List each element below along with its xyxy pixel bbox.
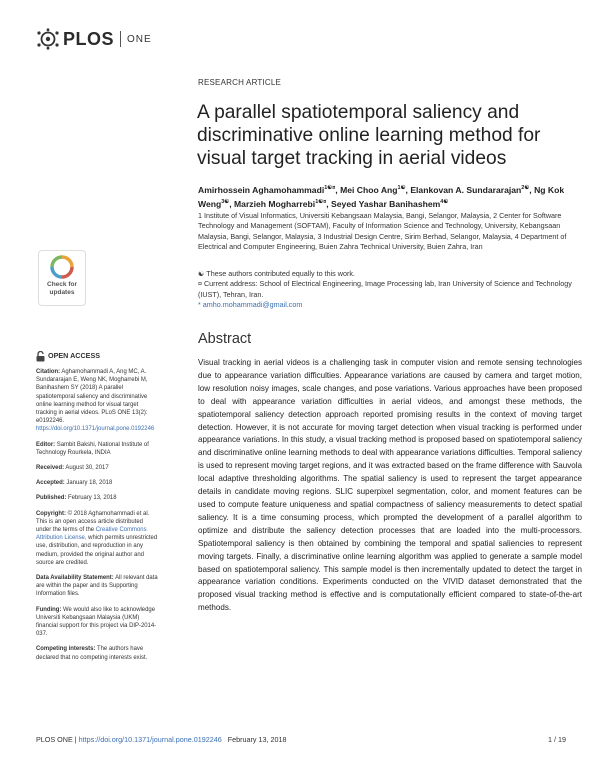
author-name: Ng Kok Weng [198,184,565,209]
author-name: Elankovan A. Sundararajan [410,184,522,195]
check-updates-label: Check for updates [47,281,77,296]
author-name: Amirhossein Aghamohammadi [198,184,325,195]
author-notes [198,269,583,310]
journal-brand: PLOS [63,28,115,49]
footer-sep: | [74,735,77,744]
competing-interests-block: Competing interests: The authors have declared that no competing interests exist. [36,646,148,661]
funding-block: Funding: We would also like to acknowledge Universiti Kebangsaan Malaysia (UKM) financial support for this project via DIP-2014-037. [36,606,157,638]
affiliations: 1 Institute of Visual Informatics, Universiti Kebangsaan Malaysia, Bangi, Selangor, Malaysia, 2 Center for Software Technology and Management (SOFTAM), Faculty of Information Science and Technology, University, Kebangsaan Malaysia, Bangi, Selangor, Malaysia, 3 Industrial Design Centre, Sirim Berhad, Selangor, Malaysia, 4 Department of Electrical and Computer Engineering, Buien Zahra Technical University, Buien Zahra, Iran [198,211,567,251]
check-for-updates-badge[interactable] [38,250,86,306]
article-title: A parallel spatiotemporal saliency and discriminative online learning method for visual target tracking in aerial videos [197,102,541,169]
journal-logo [36,28,152,50]
author-name: Marzieh Mogharrebi [234,198,316,209]
author-sup: 1☯¤ [324,185,336,191]
check-updates-icon [50,255,74,279]
open-lock-icon [36,351,45,362]
accepted-block: Accepted: January 18, 2018 [36,480,113,487]
citation-block: Citation: Aghamohammadi A, Ang MC, A. Sundararajan E, Weng NK, Mogharrebi M, Banihashem SY (2018) A parallel spatiotemporal saliency and discriminative online learning method for visual target tracking in aerial videos. PLoS ONE 13(2): e0192246. https://doi.org/10.1371/journal.pone.0192246 [36,369,155,433]
footer-doi-link[interactable]: https://doi.org/10.1371/journal.pone.0192246 [78,735,222,744]
copyright-block: Copyright: © 2018 Aghamohammadi et al. This is an open access article distributed under the terms of the Creative Commons Attribution License, which permits unrestricted use, distribution, and reproduction in any medium, provided the original author and source are credited. [36,510,158,566]
page-number: 1 / 19 [548,735,566,744]
author-name: Seyed Yashar Banihashem [331,198,441,209]
current-address-note: ¤ Current address: School of Electrical Engineering, Image Processing lab, Iran University of Science and Technology (IUST), Tehran, Iran. [198,279,572,299]
author-sup: 1☯ [397,185,406,191]
published-block: Published: February 13, 2018 [36,495,117,502]
logo-divider [120,31,121,47]
author-sup: 2☯ [521,185,530,191]
article-info-sidebar [36,351,158,669]
editor-block: Editor: Sambit Bakshi, National Institute of Technology Rourkela, INDIA [36,441,149,456]
data-availability-block: Data Availability Statement: All relevant data are within the paper and its Supporting Information files. [36,575,158,598]
abstract-text: Visual tracking in aerial videos is a challenging task in computer vision and remote sensing technologies due to appearance variation difficulties. Appearance variations are caused by camera and target motion, low resolution noisy images, scale changes, and pose variations. Various approaches have been proposed to deal with appearance variation difficulties in aerial videos, and amongst these methods, the spatiotemporal saliency detection approach reported promising results in the context of moving target detection. However, it is not accurate for moving target detection when visual tracking is performed under appearance variations. In this study, a visual tracking method is proposed based on spatiotemporal saliency and discriminative online learning methods to deal with appearance variations difficulties. Temporal saliency is used to represent moving target regions, and it was extracted based on the frame difference with Sauvola local adaptive thresholding algorithms. The spatial saliency is used to represent the target appearance details in candidate moving regions. SLIC superpixel segmentation, color, and moment features can be used to compute feature uniqueness and spatial compactness of saliency measurements to detect spatial saliency. It is a time consuming process, which prompted the development of a parallel algorithm to optimize and distribute the saliency detection processes that are loaded into the multi-processors. Spatiotemporal saliency is then obtained by combining the temporal and spatial saliencies to represent moving targets. Finally, a discriminative online learning algorithm was applied to generate a sample model based on spatiotemporal saliency. This sample model is then incrementally updated to detect the target in appearance variation conditions. Experiments conducted on the VIVID dataset demonstrated that the proposed visual tracking method is effective and is computationally efficient compared to state-of-the-art methods. [198,358,582,613]
abstract-heading: Abstract [198,331,252,347]
page-footer [36,735,566,744]
corresponding-email[interactable]: * amho.mohammadi@gmail.com [198,299,303,309]
equal-contribution-note: ☯ These authors contributed equally to this work. [198,269,355,278]
article-type: RESEARCH ARTICLE [198,78,282,87]
footer-date: February 13, 2018 [227,735,287,744]
plos-logo-icon [36,28,60,50]
journal-sub: ONE [127,33,152,45]
license-link[interactable]: Creative Commons Attribution License, [36,527,147,542]
author-list: Amirhossein Aghamohammadi$^{1☯¤}$, Mei Choo Ang$^{1☯}$, Elankovan A. Sundararajan$^{2☯}$, Ng Kok Weng$^{3☯}$, Marzieh Mogharrebi$^{1☯¤}$, Seyed Yashar Banihashem$^{4☯}$ [198,184,565,209]
footer-journal: PLOS ONE [36,735,73,744]
author-sup: 1☯¤ [315,198,327,205]
received-block: Received: August 30, 2017 [36,465,109,472]
author-name: Mei Choo Ang [340,184,398,195]
author-sup: 3☯ [221,198,230,205]
citation-doi-link[interactable]: https://doi.org/10.1371/journal.pone.0192246 [36,426,155,433]
author-sup: 4☯ [440,198,449,205]
open-access-label: OPEN ACCESS [36,351,158,362]
